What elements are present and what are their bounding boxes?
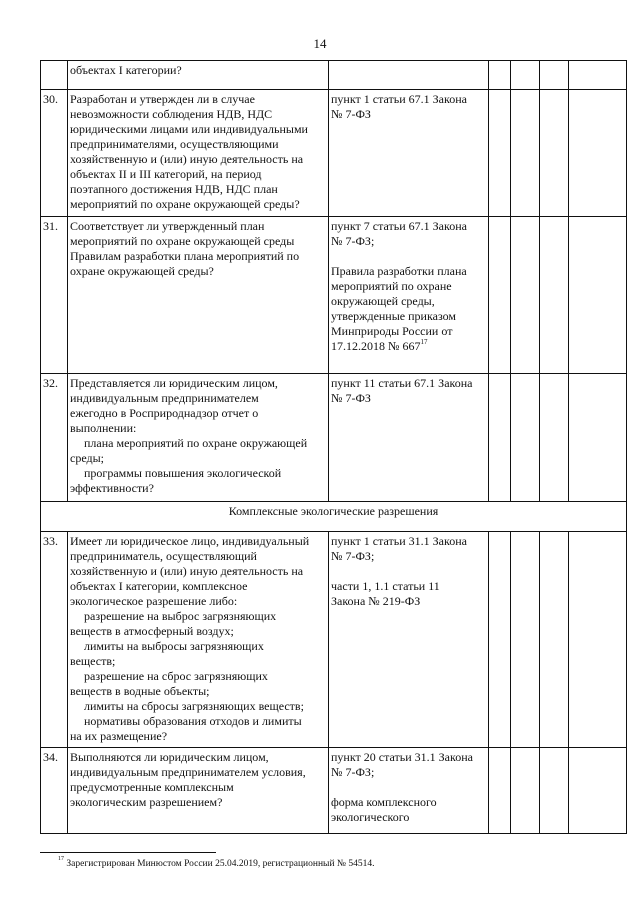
question-line: экологическое разрешение либо: bbox=[70, 594, 238, 608]
footnote-divider bbox=[40, 852, 216, 853]
item-number bbox=[41, 61, 68, 90]
legal-reference-cell bbox=[329, 61, 489, 90]
question-line: на их размещение? bbox=[70, 729, 168, 743]
footnote-reference: 17 bbox=[420, 338, 428, 346]
item-number: 31. bbox=[41, 217, 68, 374]
legal-reference-cell bbox=[329, 217, 489, 374]
question-line: лимиты на выбросы загрязняющих bbox=[84, 639, 264, 653]
answer-no-cell bbox=[511, 217, 540, 374]
notes-cell bbox=[569, 90, 627, 217]
answer-yes-cell bbox=[489, 61, 511, 90]
legal-reference bbox=[331, 376, 486, 406]
question-line: эффективности? bbox=[70, 481, 154, 495]
legal-reference bbox=[331, 264, 486, 354]
question-line: ежегодно в Росприроднадзор отчет о bbox=[70, 406, 259, 420]
question-line: среды; bbox=[70, 451, 104, 465]
question-line: предусмотренные комплексным bbox=[70, 780, 234, 794]
reference-line: № 7-ФЗ bbox=[331, 391, 371, 405]
answer-na-cell bbox=[540, 61, 569, 90]
question-line: разрешение на сброс загрязняющих bbox=[84, 669, 268, 683]
question-line: экологическим разрешением? bbox=[70, 795, 223, 809]
question-line: Имеет ли юридическое лицо, индивидуальный bbox=[70, 534, 310, 548]
question-line: разрешение на выброс загрязняющих bbox=[84, 609, 277, 623]
legal-reference bbox=[331, 219, 486, 249]
reference-line: мероприятий по охране bbox=[331, 279, 452, 293]
notes-cell bbox=[569, 374, 627, 502]
notes-cell bbox=[569, 217, 627, 374]
reference-line: окружающей среды, bbox=[331, 294, 435, 308]
answer-no-cell bbox=[511, 374, 540, 502]
section-title: Комплексные экологические разрешения bbox=[41, 502, 627, 532]
answer-na-cell bbox=[540, 90, 569, 217]
reference-line: пункт 1 статьи 67.1 Закона bbox=[331, 92, 467, 106]
footnote bbox=[58, 855, 618, 870]
table-row bbox=[41, 748, 627, 834]
item-number: 34. bbox=[41, 748, 68, 834]
table-row bbox=[41, 532, 627, 748]
question-line: Выполняются ли юридическим лицом, bbox=[70, 750, 269, 764]
item-number: 33. bbox=[41, 532, 68, 748]
answer-no-cell bbox=[511, 748, 540, 834]
item-number: 30. bbox=[41, 90, 68, 217]
question-line: предприниматель, осуществляющий bbox=[70, 549, 257, 563]
reference-line: утвержденные приказом bbox=[331, 309, 456, 323]
question-line: мероприятий по охране окружающей среды? bbox=[70, 197, 300, 211]
question-cell bbox=[68, 61, 329, 90]
reference-line: пункт 1 статьи 31.1 Закона bbox=[331, 534, 467, 548]
legal-reference bbox=[331, 92, 486, 122]
legal-reference bbox=[331, 750, 486, 780]
checklist-body bbox=[41, 61, 627, 834]
question-line: веществ в водные объекты; bbox=[70, 684, 210, 698]
reference-line: № 7-ФЗ bbox=[331, 107, 371, 121]
legal-reference bbox=[331, 795, 486, 825]
question-cell bbox=[68, 90, 329, 217]
question-line: объектах I категории? bbox=[70, 63, 182, 77]
reference-line: Правила разработки плана bbox=[331, 264, 467, 278]
legal-reference bbox=[331, 534, 486, 564]
question-line: объектах I категории, комплексное bbox=[70, 579, 248, 593]
reference-line: 17.12.2018 № 667 bbox=[331, 339, 421, 353]
table-row bbox=[41, 90, 627, 217]
question-line: хозяйственную и (или) иную деятельность на bbox=[70, 564, 304, 578]
answer-na-cell bbox=[540, 532, 569, 748]
legal-reference-cell bbox=[329, 90, 489, 217]
item-number: 32. bbox=[41, 374, 68, 502]
checklist-table bbox=[40, 60, 627, 834]
question-line: веществ; bbox=[70, 654, 116, 668]
question-line: хозяйственную и (или) иную деятельность на bbox=[70, 152, 304, 166]
question-cell bbox=[68, 748, 329, 834]
question-line: лимиты на сбросы загрязняющих веществ; bbox=[84, 699, 304, 713]
reference-line: Минприроды России от bbox=[331, 324, 453, 338]
reference-line: пункт 20 статьи 31.1 Закона bbox=[331, 750, 473, 764]
reference-line: Закона № 219-ФЗ bbox=[331, 594, 421, 608]
reference-line: экологического bbox=[331, 810, 410, 824]
question-line: программы повышения экологической bbox=[84, 466, 282, 480]
footnote-mark: 17 bbox=[58, 855, 64, 862]
legal-reference bbox=[331, 579, 486, 609]
question-line: невозможности соблюдения НДВ, НДС bbox=[70, 107, 273, 121]
reference-line: пункт 11 статьи 67.1 Закона bbox=[331, 376, 473, 390]
question-line: Представляется ли юридическим лицом, bbox=[70, 376, 278, 390]
answer-yes-cell bbox=[489, 374, 511, 502]
table-row bbox=[41, 217, 627, 374]
footnote-text: Зарегистрирован Минюстом России 25.04.2019, регистрационный № 54514. bbox=[66, 859, 375, 869]
answer-no-cell bbox=[511, 61, 540, 90]
reference-line: № 7-ФЗ; bbox=[331, 765, 375, 779]
legal-reference-cell bbox=[329, 374, 489, 502]
table-row bbox=[41, 374, 627, 502]
question-line: веществ в атмосферный воздух; bbox=[70, 624, 234, 638]
question-line: Правилам разработки плана мероприятий по bbox=[70, 249, 300, 263]
question-line: юридическими лицами или индивидуальными bbox=[70, 122, 308, 136]
question-line: объектах II и III категорий, на период bbox=[70, 167, 262, 181]
question-line: плана мероприятий по охране окружающей bbox=[84, 436, 308, 450]
question-line: охране окружающей среды? bbox=[70, 264, 214, 278]
section-header-row bbox=[41, 502, 627, 532]
reference-line: № 7-ФЗ; bbox=[331, 549, 375, 563]
page-number: 14 bbox=[313, 36, 327, 51]
answer-na-cell bbox=[540, 217, 569, 374]
question-cell bbox=[68, 374, 329, 502]
question-line: поэтапного достижения НДВ, НДС план bbox=[70, 182, 278, 196]
question-cell bbox=[68, 532, 329, 748]
answer-yes-cell bbox=[489, 532, 511, 748]
reference-line: части 1, 1.1 статьи 11 bbox=[331, 579, 440, 593]
reference-line: форма комплексного bbox=[331, 795, 437, 809]
reference-line: пункт 7 статьи 67.1 Закона bbox=[331, 219, 467, 233]
table-row bbox=[41, 61, 627, 90]
answer-no-cell bbox=[511, 90, 540, 217]
question-line: индивидуальным предпринимателем условия, bbox=[70, 765, 306, 779]
answer-no-cell bbox=[511, 532, 540, 748]
answer-yes-cell bbox=[489, 217, 511, 374]
question-line: Соответствует ли утвержденный план bbox=[70, 219, 265, 233]
question-line: нормативы образования отходов и лимиты bbox=[84, 714, 302, 728]
reference-line: № 7-ФЗ; bbox=[331, 234, 375, 248]
question-line: предпринимателями, осуществляющими bbox=[70, 137, 279, 151]
question-line: Разработан и утвержден ли в случае bbox=[70, 92, 255, 106]
notes-cell bbox=[569, 61, 627, 90]
notes-cell bbox=[569, 748, 627, 834]
answer-na-cell bbox=[540, 374, 569, 502]
legal-reference-cell bbox=[329, 748, 489, 834]
notes-cell bbox=[569, 532, 627, 748]
answer-yes-cell bbox=[489, 90, 511, 217]
answer-na-cell bbox=[540, 748, 569, 834]
question-line: индивидуальным предпринимателем bbox=[70, 391, 259, 405]
answer-yes-cell bbox=[489, 748, 511, 834]
question-cell bbox=[68, 217, 329, 374]
question-line: выполнении: bbox=[70, 421, 137, 435]
legal-reference-cell bbox=[329, 532, 489, 748]
question-line: мероприятий по охране окружающей среды bbox=[70, 234, 295, 248]
